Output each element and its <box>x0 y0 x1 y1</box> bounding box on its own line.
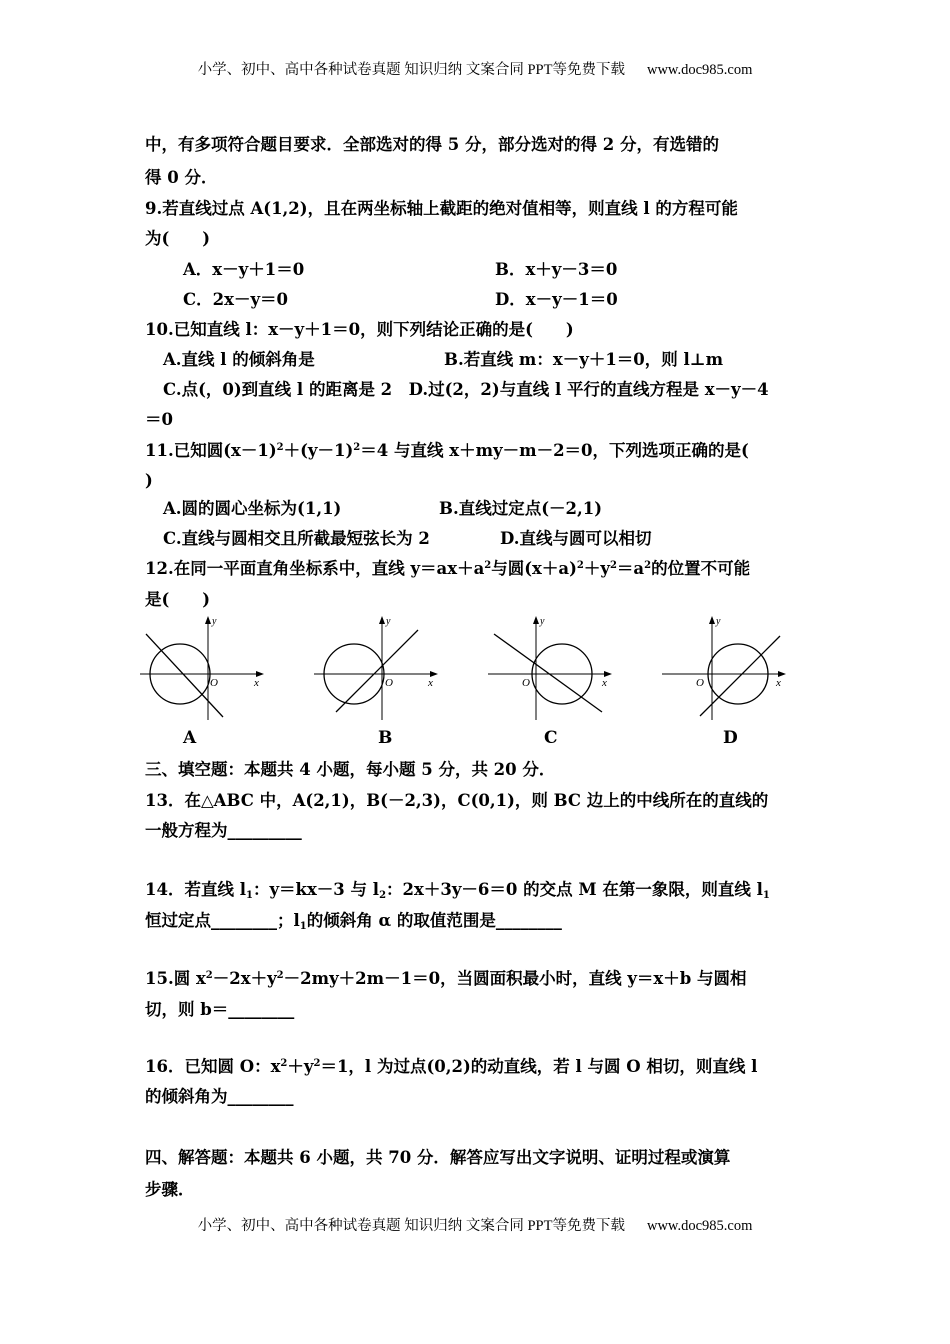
q12-figure-a <box>140 612 270 722</box>
svg-text:x: x <box>602 677 607 689</box>
q9-option-b: B．x＋y－3＝0 <box>495 260 618 279</box>
q16-line-1: 16．已知圆 O：$x^2+y^2=1$，l 为过点(0,2)的动直线，若 l 与圆 O 相切，则直线 l <box>145 1057 758 1076</box>
q9-option-d: D．x－y－1＝0 <box>495 290 618 309</box>
header-text: 小学、初中、高中各种试卷真题 知识归纳 文案合同 PPT等免费下载 <box>197 62 625 78</box>
svg-text:y: y <box>540 616 545 627</box>
q12-label-d: D <box>723 728 738 748</box>
svg-text:y: y <box>212 616 217 627</box>
q12-stem: 12.在同一平面直角坐标系中，直线 $y=ax+a^2$与圆$(x+a)^2+y^2=a^2$的位置不可能 <box>145 559 751 578</box>
q11-option-a: A.圆的圆心坐标为(1,1) <box>163 499 342 518</box>
q15-line-2: 切，则 b＝________ <box>145 1000 295 1019</box>
q14-line-1: 14．若直线 $l_1$：y＝kx－3 与 $l_2$：2x＋3y－6＝0 的交点 M 在第一象限，则直线 $l_1$ <box>145 880 770 901</box>
q10-options-cd-2: ＝0 <box>145 410 173 429</box>
page-header <box>0 58 950 79</box>
q14-line-2: 恒过定点________；$l_1$的倾斜角 α 的取值范围是________ <box>145 911 562 932</box>
q9-option-c: C．2x－y＝0 <box>183 290 289 309</box>
intro-line-2: 得 0 分． <box>145 168 218 187</box>
q11-option-d: D.直线与圆可以相切 <box>500 529 652 548</box>
svg-text:x: x <box>776 677 781 689</box>
svg-text:O: O <box>522 677 530 689</box>
q11-option-c: C.直线与圆相交且所截最短弦长为 2 <box>163 529 430 548</box>
intro-line-1: 中，有多项符合题目要求．全部选对的得 5 分，部分选对的得 2 分，有选错的 <box>145 135 719 154</box>
q12-label-a: A <box>183 728 197 748</box>
q16-line-2: 的倾斜角为________ <box>145 1087 294 1106</box>
q10-stem: 10.已知直线 l：x－y＋1＝0，则下列结论正确的是( ) <box>145 320 574 339</box>
section-4-heading-2: 步骤． <box>145 1180 195 1199</box>
footer-text: 小学、初中、高中各种试卷真题 知识归纳 文案合同 PPT等免费下载 <box>197 1218 625 1234</box>
q12-label-c: C <box>544 728 558 748</box>
q12-label-b: B <box>378 728 393 748</box>
header-url[interactable]: www.doc985.com <box>646 62 753 78</box>
svg-text:O: O <box>385 677 393 689</box>
q9-stem-1: 9.若直线过点 A(1,2)，且在两坐标轴上截距的绝对值相等，则直线 l 的方程可能 <box>145 199 738 218</box>
svg-text:x: x <box>428 677 433 689</box>
q12-figure-b <box>314 612 444 722</box>
footer-url[interactable]: www.doc985.com <box>646 1218 753 1234</box>
q15-line-1: 15.圆 $x^2-2x+y^2-2my+2m-1=0$，当圆面积最小时，直线 y＝x＋b 与圆相 <box>145 969 747 988</box>
q10-options-cd-1: C.点(，0)到直线 l 的距离是 2 D.过(2，2)与直线 l 平行的直线方程是 x－y－4 <box>163 380 769 399</box>
q10-option-b: B.若直线 m：x－y＋1＝0，则 l⊥m <box>444 350 724 369</box>
q13-line-1: 13．在△ABC 中，A(2,1)，B(－2,3)，C(0,1)，则 BC 边上的中线所在的直线的 <box>145 791 769 810</box>
svg-text:y: y <box>716 616 721 627</box>
q12-figure-c <box>488 612 618 722</box>
q11-stem: 11.已知圆$(x-1)^2+(y-1)^2=4$ 与直线 x＋my－m－2＝0，下列选项正确的是( <box>145 441 749 460</box>
q9-option-a: A．x－y＋1＝0 <box>183 260 305 279</box>
svg-text:x: x <box>254 677 259 689</box>
q10-option-a: A.直线 l 的倾斜角是 <box>163 350 315 369</box>
q11-stem-close: ) <box>145 471 153 490</box>
svg-text:O: O <box>210 677 218 689</box>
q12-figure-d <box>662 612 792 722</box>
q11-option-b: B.直线过定点(－2,1) <box>439 499 603 518</box>
section-4-heading-1: 四、解答题：本题共 6 小题，共 70 分．解答应写出文字说明、证明过程或演算 <box>145 1148 731 1167</box>
q13-line-2: 一般方程为_________ <box>145 821 302 840</box>
q12-stem-2: 是( ) <box>145 590 211 609</box>
q9-stem-2: 为( ) <box>145 229 211 248</box>
svg-text:O: O <box>696 677 704 689</box>
page-footer <box>0 1214 950 1235</box>
svg-text:y: y <box>386 616 391 627</box>
section-3-heading: 三、填空题：本题共 4 小题，每小题 5 分，共 20 分． <box>145 760 556 779</box>
